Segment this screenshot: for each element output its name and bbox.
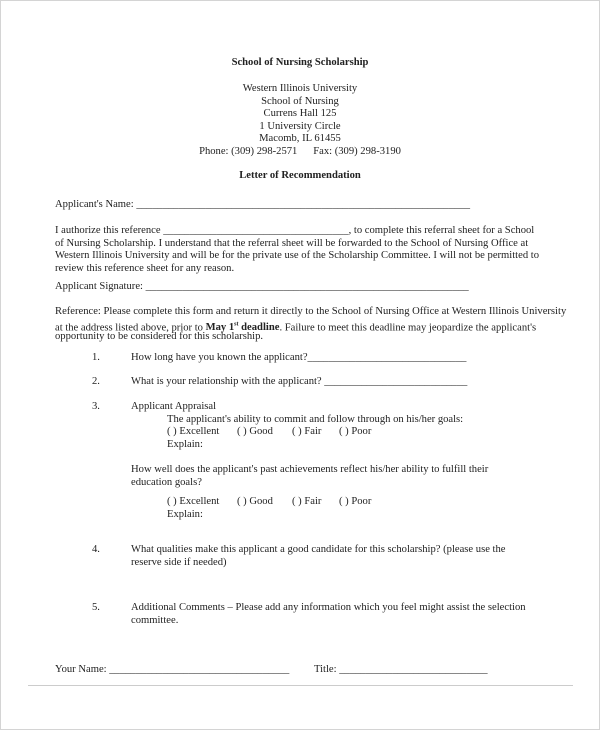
question-number: 1.: [92, 352, 100, 363]
appraisal-question: The applicant's ability to commit and follow through on his/her goals:: [167, 413, 464, 425]
question-5-text: committee.: [131, 614, 179, 626]
your-name-field[interactable]: Your Name: __________________________________: [55, 664, 290, 675]
option-fair[interactable]: ( ) Fair: [292, 496, 322, 507]
appraisal-question: education goals?: [131, 476, 202, 488]
option-poor[interactable]: ( ) Poor: [339, 496, 372, 507]
option-good[interactable]: ( ) Good: [237, 426, 273, 437]
letter-heading: Letter of Recommendation: [239, 170, 361, 181]
question-4-text: What qualities make this applicant a good candidate for this scholarship? (please use the: [131, 544, 506, 555]
explain-label: Explain:: [167, 508, 203, 520]
option-poor[interactable]: ( ) Poor: [339, 426, 372, 437]
deadline-sup: st: [234, 321, 239, 328]
question-5-text: Additional Comments – Please add any information which you feel might assist the selection: [131, 602, 526, 613]
address-line: Currens Hall 125: [263, 108, 337, 119]
applicant-signature-field[interactable]: Applicant Signature: _____________________________________________________________: [55, 281, 469, 292]
question-number: 5.: [92, 602, 100, 613]
question-number: 4.: [92, 544, 100, 555]
address-line: School of Nursing: [261, 95, 339, 107]
deadline-label: deadline: [238, 322, 280, 334]
question-number: 3.: [92, 401, 100, 412]
option-fair[interactable]: ( ) Fair: [292, 426, 322, 437]
authorize-text: I authorize this reference ___________________________________, to complete this referral sheet for a School: [55, 225, 535, 236]
explain-label: Explain:: [167, 438, 203, 450]
question-1-field[interactable]: How long have you known the applicant?______________________________: [131, 352, 467, 363]
authorize-text: of Nursing Scholarship. I understand that the referral sheet will be forwarded to the School of Nursing Office at: [55, 237, 529, 249]
address-line: Western Illinois University: [242, 83, 358, 94]
authorize-text: review this reference sheet for any reason.: [55, 262, 235, 274]
reference-text: opportunity to be considered for this scholarship.: [55, 331, 264, 342]
appraisal-question: How well does the applicant's past achievements reflect his/her ability to fulfill their: [131, 464, 489, 475]
divider: [28, 685, 573, 686]
text: . Failure to meet this deadline may jeopardize the applicant's: [279, 322, 537, 334]
address-line: 1 University Circle: [259, 120, 341, 132]
applicant-name-field[interactable]: Applicant's Name: _______________________________________________________________: [55, 199, 471, 210]
contact-line: Phone: (309) 298-2571 Fax: (309) 298-3190: [199, 145, 401, 157]
option-excellent[interactable]: ( ) Excellent: [167, 426, 220, 437]
text: at the address listed above, prior to: [55, 322, 206, 334]
question-4-text: reserve side if needed): [131, 556, 227, 568]
authorize-text: Western Illinois University and will be for the private use of the Scholarship Committee. I will not be permitted to: [55, 250, 540, 261]
question-2-field[interactable]: What is your relationship with the applicant? ___________________________: [131, 376, 468, 387]
deadline-date: May 1: [205, 322, 235, 334]
document-title: School of Nursing Scholarship: [231, 57, 369, 68]
question-number: 2.: [92, 376, 100, 387]
reference-text: Reference: Please complete this form and return it directly to the School of Nursing Office at Western Illinois University: [55, 306, 567, 317]
address-line: Macomb, IL 61455: [259, 133, 341, 144]
question-3-label: Applicant Appraisal: [131, 401, 217, 412]
option-good[interactable]: ( ) Good: [237, 496, 273, 507]
option-excellent[interactable]: ( ) Excellent: [167, 496, 220, 507]
title-field[interactable]: Title: ____________________________: [314, 664, 488, 675]
